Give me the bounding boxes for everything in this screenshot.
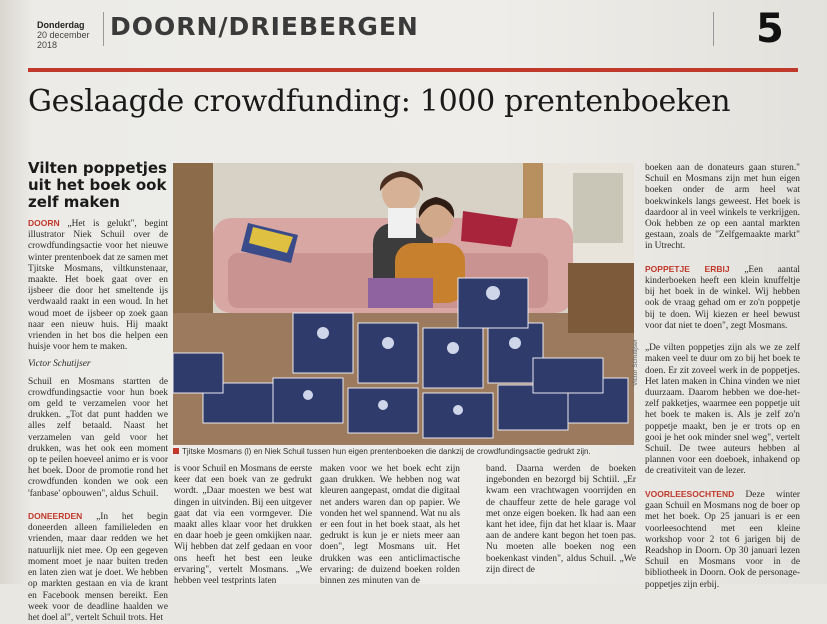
issue-day: Donderdag <box>37 20 85 30</box>
article-photo <box>173 163 634 445</box>
page-number: 5 <box>756 6 784 52</box>
paragraph: band. Daarna werden de boeken ingebonden en bezorgd bij Schtiil. „Er kwam een vrachtwagen voorrijden en de chauffeur zette de hele garage vol met onze eigen boeken. Ik had aan een kant het idee, fijn dat het klaar is. Maar aan de andere kant begon het toen pas. Nu moeten alle boeken nog een boekenkast vinden", aldus Schuil. „We zijn direct de <box>486 464 636 575</box>
column-kicker: DONEERDEN <box>28 511 83 522</box>
paragraph: „In het begin doneerden alleen familieleden en vrienden, maar daar redden we het natuurlijk niet mee. Op een gegeven moment moet je naar buiten treden en laten zien wat je doet. We hebben op markten gestaan en via de krant en Facebook mensen bereikt. Een week voor de deadline haalden we het doel al", vertelt Schuil trots. Het <box>28 512 168 623</box>
article-headline: Geslaagde crowdfunding: 1000 prentenboeken <box>28 84 731 119</box>
paragraph: „Een aantal kinderboeken heeft een klein knuffeltje bij het boek in de winkel. Wij hebben ook de vraag gehad om er zo'n poppetje bij te doen. Wij kiezen er heel bewust voor dat niet te doen", zegt Mosmans. <box>645 264 800 331</box>
paragraph: Deze winter gaan Schuil en Mosmans nog de boer op met het boek. Op 25 januari is er een voorleesochtend met een kleine workshop voor 2 tot 6 jarigen bij de Readshop in Doorn. Op 30 januari lezen Schuil en Mosmans voor in de bibliotheek in Doorn. Ook de personage-poppetjes zijn erbij. <box>645 489 800 590</box>
column-kicker: VOORLEESOCHTEND <box>645 488 735 499</box>
photo-caption <box>173 447 633 456</box>
issue-date-text: 20 december 2018 <box>37 30 90 50</box>
paragraph: Schuil en Mosmans startten de crowdfundingsactie voor hun boek om geld te verzamelen voor het drukken. „Tot dat punt hadden we alles zelf betaald. Naast het verzamelen van geld voor het drukken, was het ook een moment op te peilen hoeveel animo er is voor het boek. Door de promotie rond het crowdfunden konden we ook een 'fanbase' opbouwen", aldus Schuil. <box>28 376 168 499</box>
caption-text: Tjitske Mosmans (l) en Niek Schuil tussen hun eigen prentenboeken die dankzij de crowdfundingsactie gedrukt zijn. <box>182 447 591 456</box>
article-subhead: Vilten poppetjes uit het boek ook zelf maken <box>28 159 167 211</box>
column-kicker: POPPETJE ERBIJ <box>645 263 730 274</box>
photo-credit: Victor Schutijser <box>632 339 639 386</box>
paragraph: is voor Schuil en Mosmans de eerste keer dat een boek van ze gedrukt wordt. „Daar moesten we best wat dingen in uitvinden. Bij een uitgever gaat dat via een vormgever. Die maakt alles klaar voor het drukken en daar hoeb je geen omkijken naar. Wij hebben dat zelf gedaan en voor ons heeft het best een leuke ervaring", vertelt Mosmans. „We hebben veel testprints laten <box>174 464 312 587</box>
photo-illustration <box>173 163 634 445</box>
paragraph: „Het is gelukt", begint illustrator Niek Schuil over de crowdfundingsactie voor het nieuwe winter prentenboek dat ze samen met Tjitske Mosmans, viltkunstenaar, maakte. Het boek gaat over en ijsbeer die door het smeltende ijs verdwaald raakt in een woud. In het woud moet de ijsbeer op zoek gaan naar een nieuw huis. Hij maakt vrienden in het bos die helpen een huisje voor hem te maken. <box>28 219 168 353</box>
paragraph: maken voor we het boek echt zijn gaan drukken. We hebben nog wat kleuren aangepast, omdat die digitaal net anders waren dan op papier. We vonden het wel spannend. Wat nu als er een fout in het boek staat, als het gedrukt is kun je er niets meer aan doen", legt Mosmans uit. Het drukken was een anticlimactische ervaring: de duizend boeken rolden binnen zes minuten van de <box>320 464 460 587</box>
column-kicker: DOORN <box>28 218 60 228</box>
article-column-2 <box>174 464 312 587</box>
article-column-5 <box>645 163 800 591</box>
section-title: DOORN/DRIEBERGEN <box>110 12 419 41</box>
caption-marker <box>173 448 179 454</box>
header-divider-left <box>103 12 104 46</box>
article-column-3 <box>320 464 460 587</box>
header-rule <box>28 68 798 72</box>
article-column-1 <box>28 218 168 624</box>
paragraph: „De vilten poppetjes zijn als we ze zelf maken veel te duur om zo bij het boek te doen. Er zit zoveel werk in de poppetjes. Het laten maken in China vinden we niet duurzaam. Daarom hebben we doe-het-zelf pakketjes, waarmee een poppetje uit het boek te maken is. Als je zelf zo'n poppetje maakt, ben je er trots op en gooi je het ook minder snel weg", vertelt Schuil. De twee auteurs hebben al plannen voor een doeboek, inhakend op de creativiteit van de lezer. <box>645 343 800 477</box>
byline: Victor Schutijser <box>28 359 91 370</box>
header-divider-right <box>713 12 714 46</box>
issue-date <box>37 20 97 50</box>
paragraph: boeken aan de donateurs gaan sturen." Schuil en Mosmans zijn met hun eigen boeken onder de arm heel wat boekwinkels langs geweest. Het boek is daardoor al in veel winkels te verkrijgen. Ook hebben ze op een aantal markten gestaan, zoals de "Zelfgemaakte markt" in Utrecht. <box>645 163 800 252</box>
article-column-4 <box>486 464 636 576</box>
